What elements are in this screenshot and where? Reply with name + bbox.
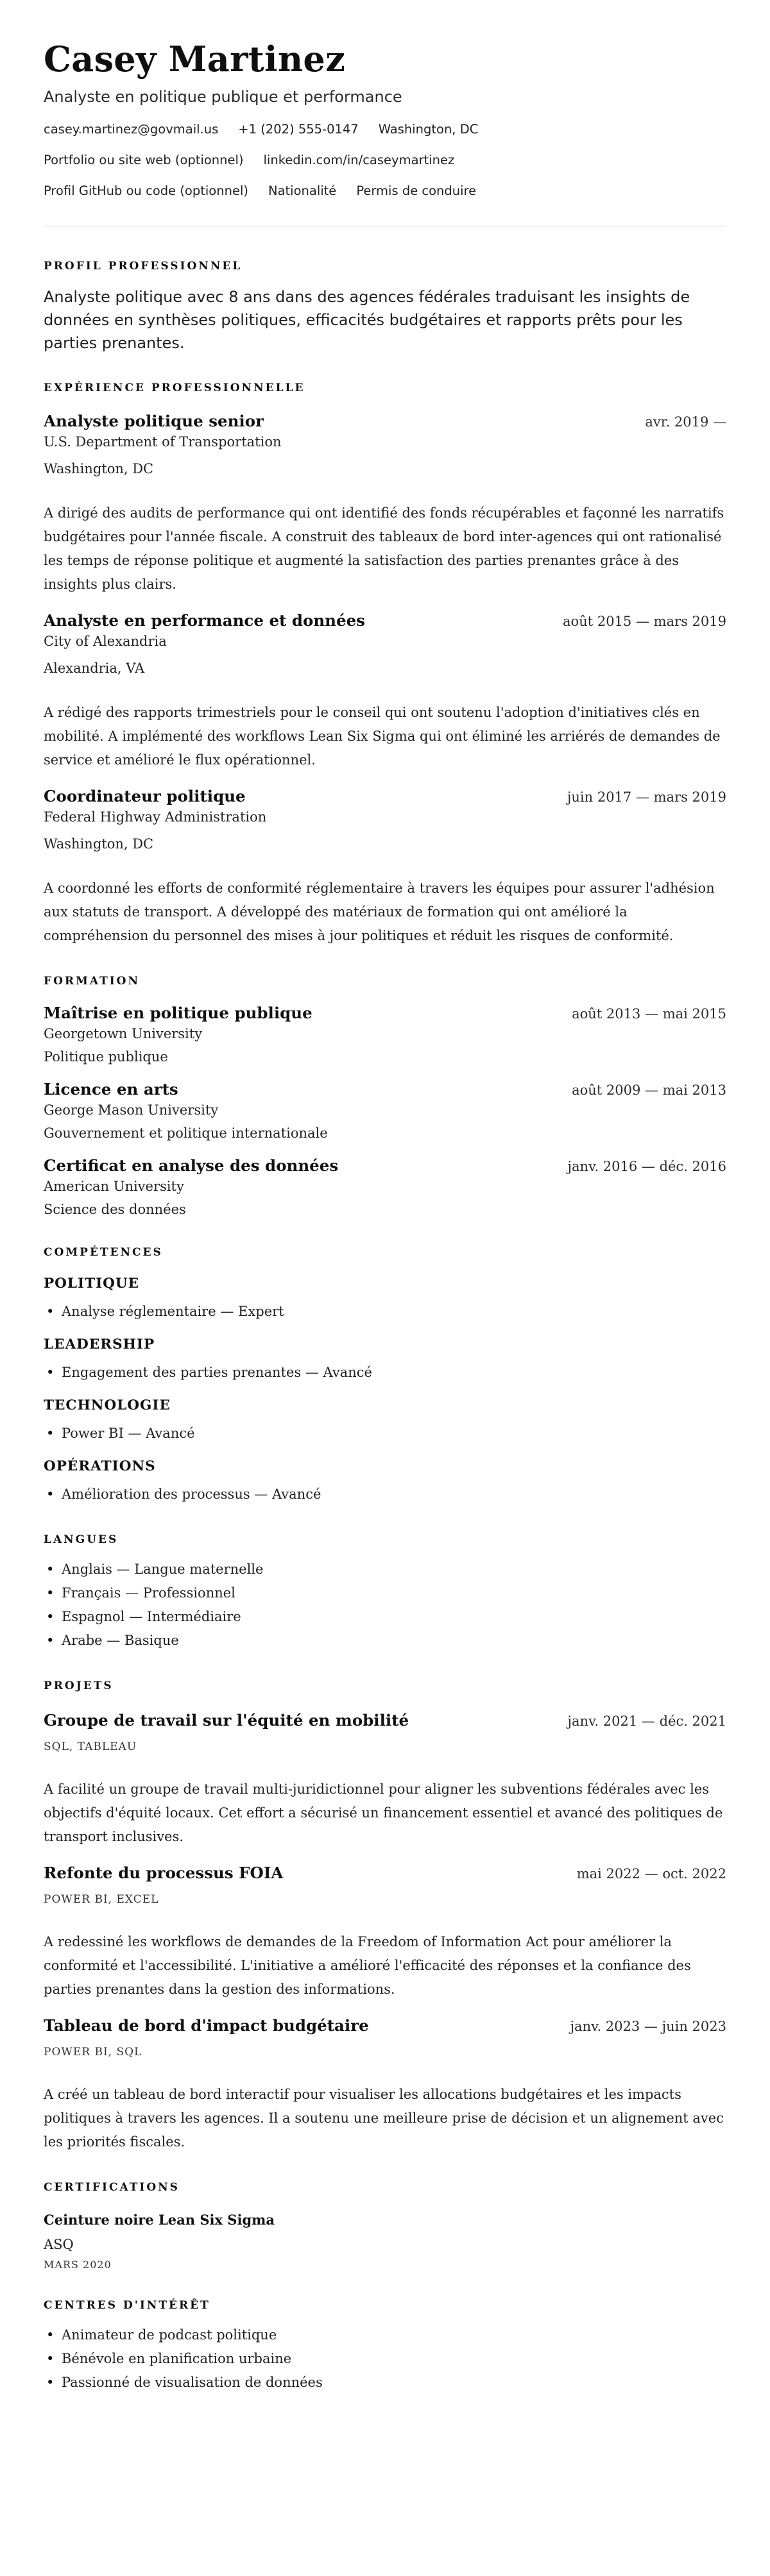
education-field: Gouvernement et politique internationale <box>44 1125 328 1141</box>
project-tech: SQL, TABLEAU <box>44 1740 137 1753</box>
skill-category: LEADERSHIP <box>44 1336 155 1352</box>
interest-list <box>44 2323 726 2395</box>
interest-item: • Passionné de visualisation de données <box>44 2371 726 2395</box>
experience-entry <box>44 411 726 596</box>
skills-section-title: COMPÉTENCES <box>44 1246 163 1259</box>
project-entry <box>44 1863 726 2001</box>
experience-title: Analyste politique senior <box>44 412 264 430</box>
education-degree: Certificat en analyse des données <box>44 1156 339 1175</box>
skills-section <box>44 1245 726 1506</box>
experience-description: A coordonné les efforts de conformité réglementaire à travers les équipes pour assurer l'adhésion aux statuts de transport. A développé des matériaux de formation qui ont amélioré la compréhension du personnel des mises à jour politiques et réduit les risques de conformité. <box>44 880 715 943</box>
skill-item: • Power BI — Avancé <box>44 1422 726 1445</box>
education-entry-head <box>44 1079 726 1100</box>
project-entry <box>44 2016 726 2154</box>
project-title: Groupe de travail sur l'équité en mobilité <box>44 1711 409 1730</box>
education-field: Science des données <box>44 1202 186 1217</box>
language-item: • Espagnol — Intermédiaire <box>44 1605 726 1629</box>
project-description: A créé un tableau de bord interactif pour visualiser les allocations budgétaires et les impacts politiques à travers les agences. Il a soutenu une meilleure prise de décision et un alignement avec les priorités fiscales. <box>44 2087 724 2150</box>
project-tech: POWER BI, EXCEL <box>44 1893 159 1906</box>
experience-title: Coordinateur politique <box>44 787 246 805</box>
candidate-headline: Analyste en politique publique et performance <box>44 88 402 106</box>
education-section <box>44 973 726 1219</box>
education-field: Politique publique <box>44 1049 168 1065</box>
project-tech: POWER BI, SQL <box>44 2046 142 2058</box>
skill-item: • Engagement des parties prenantes — Avancé <box>44 1361 726 1385</box>
experience-section-title: EXPÉRIENCE PROFESSIONNELLE <box>44 382 305 394</box>
skill-group <box>44 1457 726 1506</box>
projects-section-title: PROJETS <box>44 1679 114 1692</box>
language-list <box>44 1558 726 1653</box>
experience-title: Analyste en performance et données <box>44 611 365 630</box>
education-date: janv. 2016 — déc. 2016 <box>567 1159 726 1174</box>
contact-linkedin[interactable]: linkedin.com/in/caseymartinez <box>263 153 455 167</box>
education-school: Georgetown University <box>44 1026 203 1041</box>
skill-list <box>44 1483 726 1506</box>
education-section-title: FORMATION <box>44 975 141 988</box>
projects-section <box>44 1678 726 2154</box>
profile-section <box>44 258 726 355</box>
education-degree: Maîtrise en politique publique <box>44 1004 312 1022</box>
project-description: A redessiné les workflows de demandes de la Freedom of Information Act pour améliorer la conformité et l'accessibilité. L'initiative a amélioré l'efficacité des réponses et la confiance des parties prenantes dans la gestion des informations. <box>44 1934 691 1997</box>
profile-section-title: PROFIL PROFESSIONNEL <box>44 260 243 273</box>
experience-entry-head <box>44 610 726 632</box>
education-entry <box>44 1156 726 1219</box>
experience-entry <box>44 786 726 948</box>
contact-row-primary <box>44 121 726 139</box>
contact-nationality: Nationalité <box>268 183 337 198</box>
contact-location: Washington, DC <box>378 122 479 137</box>
project-entry-head <box>44 2016 726 2037</box>
experience-entry-head <box>44 786 726 807</box>
experience-org: City of Alexandria <box>44 634 167 649</box>
project-title: Refonte du processus FOIA <box>44 1864 284 1882</box>
experience-entry <box>44 610 726 772</box>
project-date: janv. 2023 — juin 2023 <box>570 2019 726 2034</box>
experience-location: Washington, DC <box>44 836 154 852</box>
education-date: août 2013 — mai 2015 <box>572 1006 726 1022</box>
project-entry-head <box>44 1710 726 1731</box>
project-title: Tableau de bord d'impact budgétaire <box>44 2016 369 2035</box>
project-entry <box>44 1710 726 1849</box>
interest-item: • Animateur de podcast politique <box>44 2323 726 2347</box>
experience-location: Washington, DC <box>44 461 154 476</box>
certifications-section-title: CERTIFICATIONS <box>44 2181 180 2194</box>
certification-date: MARS 2020 <box>44 2259 112 2271</box>
education-entry <box>44 1079 726 1143</box>
contact-phone[interactable]: +1 (202) 555-0147 <box>238 122 359 137</box>
contact-portfolio[interactable]: Portfolio ou site web (optionnel) <box>44 153 244 167</box>
skill-group <box>44 1396 726 1445</box>
certifications-section <box>44 2180 726 2272</box>
skill-list <box>44 1361 726 1385</box>
contact-license: Permis de conduire <box>356 183 477 198</box>
interests-section <box>44 2298 726 2395</box>
skill-category: POLITIQUE <box>44 1275 139 1292</box>
interest-item: • Bénévole en planification urbaine <box>44 2347 726 2371</box>
education-degree: Licence en arts <box>44 1080 178 1099</box>
profile-summary: Analyste politique avec 8 ans dans des agences fédérales traduisant les insights de données en synthèses politiques, efficacités budgétaires et rapports prêts pour les parties prenantes. <box>44 288 690 352</box>
experience-description: A dirigé des audits de performance qui ont identifié des fonds récupérables et façonné les narratifs budgétaires pour l'année fiscale. A construit des tableaux de bord inter-agences qui ont rationalisé les temps de réponse politique et augmenté la satisfaction des parties prenantes grâce à des insights plus clairs. <box>44 505 724 592</box>
skill-item: • Analyse réglementaire — Expert <box>44 1300 726 1324</box>
skill-item: • Amélioration des processus — Avancé <box>44 1483 726 1506</box>
contact-row-extra <box>44 182 726 200</box>
education-entry-head <box>44 1156 726 1177</box>
languages-section <box>44 1532 726 1653</box>
project-entry-head <box>44 1863 726 1884</box>
experience-description: A rédigé des rapports trimestriels pour le conseil qui ont soutenu l'adoption d'initiatives clés en mobilité. A implémenté des workflows Lean Six Sigma qui ont éliminé les arriérés de demandes de service et amélioré le flux opérationnel. <box>44 705 721 768</box>
experience-date: juin 2017 — mars 2019 <box>567 789 726 805</box>
certification-name: Ceinture noire Lean Six Sigma <box>44 2212 275 2228</box>
experience-org: U.S. Department of Transportation <box>44 434 282 450</box>
skill-list <box>44 1300 726 1324</box>
certification-issuer: ASQ <box>44 2237 74 2252</box>
project-date: mai 2022 — oct. 2022 <box>576 1866 726 1881</box>
resume-header <box>44 36 726 200</box>
education-school: George Mason University <box>44 1102 219 1118</box>
experience-date: avr. 2019 — <box>645 414 726 430</box>
contact-email[interactable]: casey.martinez@govmail.us <box>44 122 219 137</box>
skill-list <box>44 1422 726 1445</box>
experience-section <box>44 380 726 948</box>
skill-category: TECHNOLOGIE <box>44 1397 171 1413</box>
language-item: • Anglais — Langue maternelle <box>44 1558 726 1581</box>
skill-group <box>44 1274 726 1324</box>
contact-row-links <box>44 151 726 169</box>
language-item: • Français — Professionnel <box>44 1581 726 1605</box>
project-description: A facilité un groupe de travail multi-juridictionnel pour aligner les subventions fédérales avec les objectifs d'équité locaux. Cet effort a sécurisé un financement essentiel et avancé des politiques de transport inclusives. <box>44 1781 723 1844</box>
education-entry-head <box>44 1003 726 1024</box>
education-date: août 2009 — mai 2013 <box>572 1082 726 1098</box>
contact-github[interactable]: Profil GitHub ou code (optionnel) <box>44 183 248 198</box>
experience-location: Alexandria, VA <box>44 661 145 676</box>
experience-org: Federal Highway Administration <box>44 809 267 825</box>
candidate-name: Casey Martinez <box>44 38 346 80</box>
language-item: • Arabe — Basique <box>44 1629 726 1653</box>
skill-group <box>44 1335 726 1385</box>
project-date: janv. 2021 — déc. 2021 <box>567 1713 726 1729</box>
education-entry <box>44 1003 726 1066</box>
interests-section-title: CENTRES D'INTÉRÊT <box>44 2299 210 2312</box>
skill-category: OPÉRATIONS <box>44 1458 156 1474</box>
experience-date: août 2015 — mars 2019 <box>563 614 726 629</box>
education-school: American University <box>44 1179 184 1194</box>
certification-entry <box>44 2210 726 2272</box>
languages-section-title: LANGUES <box>44 1533 119 1546</box>
experience-entry-head <box>44 411 726 432</box>
